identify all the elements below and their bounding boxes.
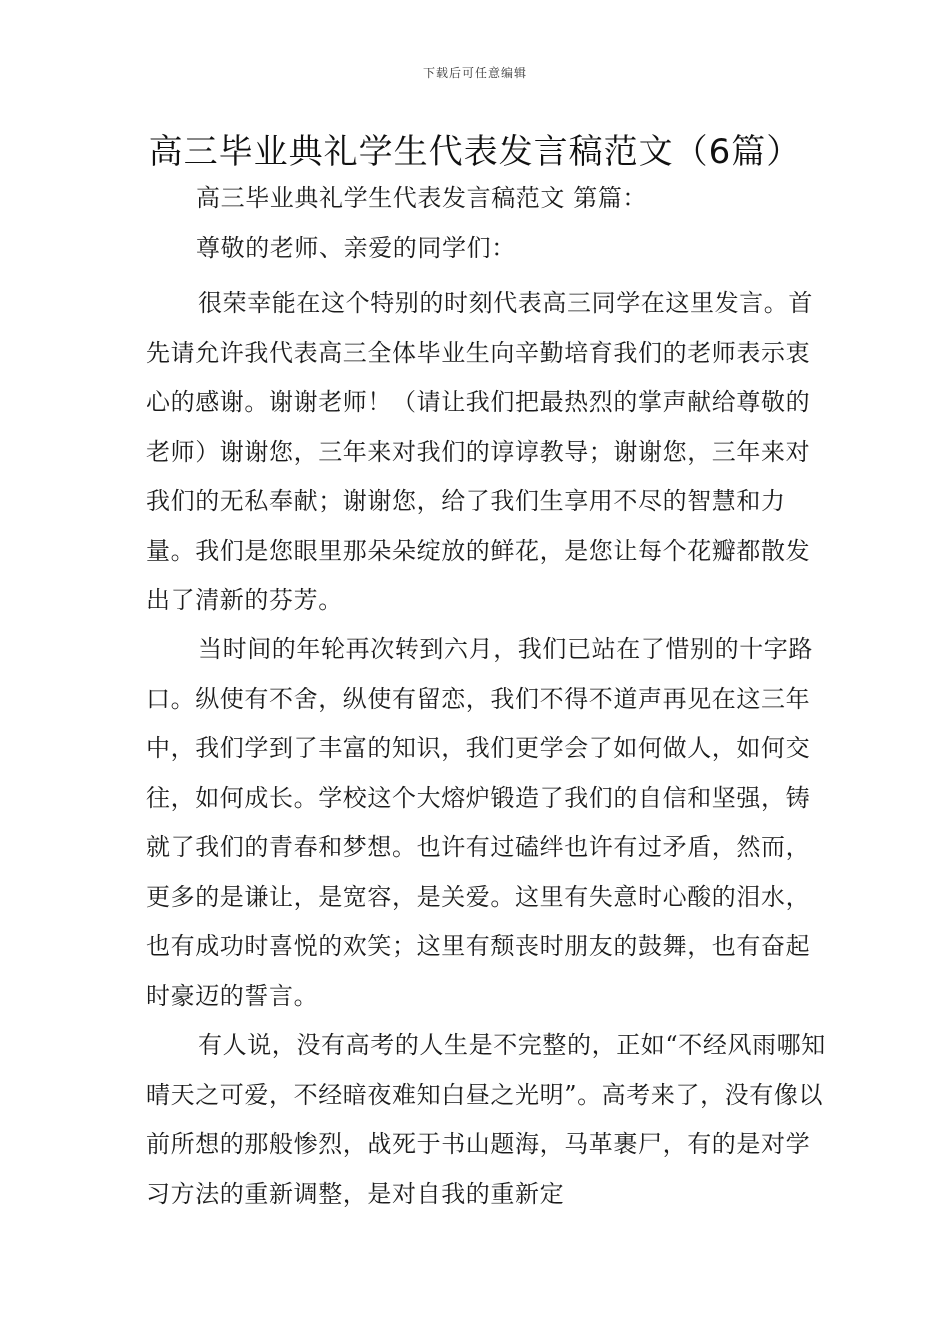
header-note: 下载后可任意编辑 bbox=[422, 66, 527, 80]
body-paragraph-3: 有人说，没有高考的人生是不完整的，正如“不经风雨哪知晴天之可爱，不经暗夜难知白昼之光明”。高考来了，没有像以前所想的那般惨烈，战死于书山题海，马革裹尸，有的是对学习方法的重新调整，是对自我的重新定 bbox=[146, 1031, 826, 1208]
body-paragraph-2: 当时间的年轮再次转到六月，我们已站在了惜别的十字路口。纵使有不舍，纵使有留恋，我们不得不道声再见在这三年中，我们学到了丰富的知识，我们更学会了如何做人，如何交往，如何成长。学校这个大熔炉锻造了我们的自信和坚强，铸就了我们的青春和梦想。也许有过磕绊也许有过矛盾，然而，更多的是谦让，是宽容，是关爱。这里有失意时心酸的泪水，也有成功时喜悦的欢笑；这里有颓丧时朋友的鼓舞，也有奋起时豪迈的誓言。 bbox=[146, 635, 813, 1010]
document-subtitle: 高三毕业典礼学生代表发言稿范文 第篇： bbox=[196, 184, 648, 212]
document-title: 高三毕业典礼学生代表发言稿范文（6篇） bbox=[148, 132, 802, 172]
greeting-line: 尊敬的老师、亲爱的同学们： bbox=[196, 234, 516, 262]
body-paragraph-1: 很荣幸能在这个特别的时刻代表高三同学在这里发言。首先请允许我代表高三全体毕业生向辛勤培育我们的老师表示衷心的感谢。谢谢老师！（请让我们把最热烈的掌声献给尊敬的老师）谢谢您，三年来对我们的谆谆教导；谢谢您，三年来对我们的无私奉献；谢谢您，给了我们生享用不尽的智慧和力量。我们是您眼里那朵朵绽放的鲜花，是您让每个花瓣都散发出了清新的芬芳。 bbox=[146, 289, 813, 614]
